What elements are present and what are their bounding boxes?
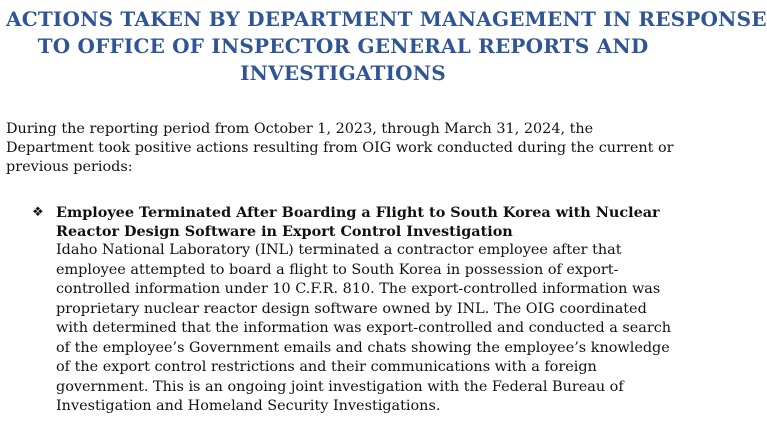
intro-line-2: Department took positive actions resulting from OIG work conducted during the current or	[6, 140, 674, 156]
text-line: Idaho National Laboratory (INL) terminated a contractor employee after that	[56, 242, 622, 258]
intro-paragraph	[6, 120, 706, 177]
heading-line-3: INVESTIGATIONS	[240, 61, 446, 85]
page-heading	[0, 6, 767, 87]
title-line-1: Employee Terminated After Boarding a Flight to South Korea with Nuclear	[56, 204, 660, 221]
action-item-text	[56, 241, 696, 417]
intro-line-1: During the reporting period from October 1, 2023, through March 31, 2024, the	[6, 121, 594, 137]
text-line: with determined that the information was export-controlled and conducted a search	[56, 320, 672, 336]
heading-line-2: TO OFFICE OF INSPECTOR GENERAL REPORTS AND	[37, 34, 649, 58]
text-line: government. This is an ongoing joint investigation with the Federal Bureau of	[56, 378, 624, 395]
action-item-body	[56, 203, 696, 417]
text-line: employee attempted to board a flight to South Korea in possession of export-	[56, 261, 619, 278]
text-line: controlled information under 10 C.F.R. 810. The export-controlled information was	[56, 281, 661, 297]
text-line: proprietary nuclear reactor design software owned by INL. The OIG coordinated	[56, 300, 647, 317]
title-line-2: Reactor Design Software in Export Control Investigation	[56, 223, 513, 240]
heading-line-1: ACTIONS TAKEN BY DEPARTMENT MANAGEMENT IN RESPONSE	[6, 7, 767, 31]
text-line: of the export control restrictions and their communications with a foreign	[56, 359, 597, 375]
action-item-title	[56, 203, 696, 241]
diamond-bullet-icon: ❖	[32, 205, 44, 220]
intro-line-3: previous periods:	[6, 159, 133, 175]
text-line: Investigation and Homeland Security Investigations.	[56, 398, 441, 414]
text-line: of the employee’s Government emails and chats showing the employee’s knowledge	[56, 339, 670, 356]
